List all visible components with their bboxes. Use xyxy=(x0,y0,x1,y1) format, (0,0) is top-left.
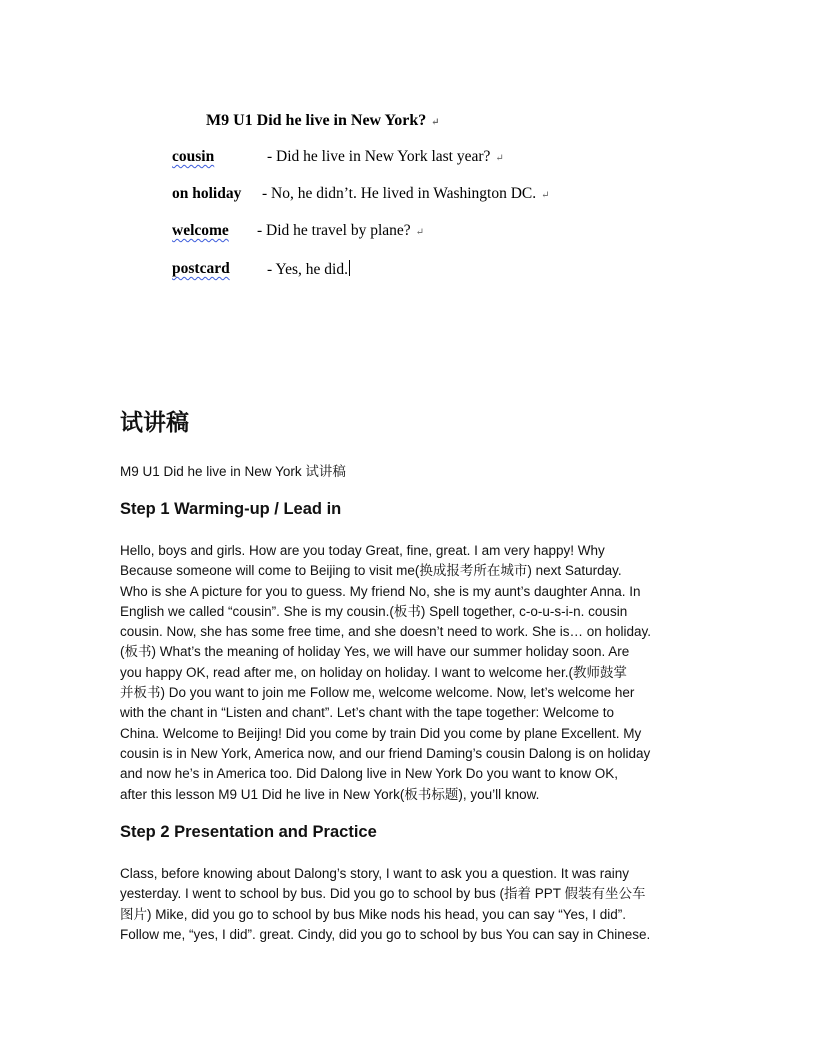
text-line: English we called “cousin”. She is my cousin.(板书) Spell together, c-o-u-s-i-n. cousin xyxy=(120,603,628,619)
text-line: Who is she A picture for you to guess. My friend No, she is my aunt’s daughter Anna. In xyxy=(120,583,641,599)
paragraph-mark-icon: ↵ xyxy=(541,190,550,201)
text-line: China. Welcome to Beijing! Did you come by train Did you come by plane Excellent. My xyxy=(120,725,642,741)
paragraph-mark-icon: ↵ xyxy=(495,153,504,164)
text-cursor xyxy=(349,260,350,276)
text-line: 并板书) Do you want to join me Follow me, welcome welcome. Now, let’s welcome her xyxy=(120,685,635,701)
step2-heading: Step 2 Presentation and Practice xyxy=(120,823,377,841)
text-line: 图片) Mike, did you go to school by bus Mike nods his head, you can say “Yes, I did”. xyxy=(120,906,627,922)
text-line: (板书) What’s the meaning of holiday Yes, we will have our summer holiday soon. Are xyxy=(120,644,630,660)
vocab-word: postcard xyxy=(172,260,230,277)
step2-paragraph xyxy=(120,864,700,945)
text-line: yesterday. I went to school by bus. Did you go to school by bus (指着 PPT 假装有坐公车 xyxy=(120,886,646,902)
text-line: Follow me, “yes, I did”. great. Cindy, did you go to school by bus You can say in Chinese. xyxy=(120,926,651,942)
vocab-word: on holiday xyxy=(172,185,242,202)
text-line: cousin. Now, she has some free time, and she doesn’t need to work. She is… on holiday. xyxy=(120,624,652,640)
board-sentence: - No, he didn’t. He lived in Washington DC. ↵ xyxy=(262,185,550,202)
board-title: M9 U1 Did he live in New York? ↵ xyxy=(206,112,440,129)
blackboard-design xyxy=(0,0,816,300)
vocab-word: cousin xyxy=(172,148,215,165)
vocab-word: welcome xyxy=(172,222,229,239)
page-heading: 试讲稿 xyxy=(120,410,189,436)
text-line: with the chant in “Listen and chant”. Let’s chant with the tape together: Welcome to xyxy=(120,705,615,721)
board-sentence: - Yes, he did. xyxy=(267,261,348,278)
text-line: you happy OK, read after me, on holiday on holiday. I want to welcome her.(教师鼓掌 xyxy=(120,664,628,680)
board-sentence: - Did he travel by plane? ↵ xyxy=(257,222,425,239)
step1-paragraph xyxy=(120,541,700,805)
text-line: after this lesson M9 U1 Did he live in New York(板书标题), you’ll know. xyxy=(120,786,540,802)
text-line: Because someone will come to Beijing to visit me(换成报考所在城市) next Saturday. xyxy=(120,563,622,579)
board-sentence: - Did he live in New York last year? ↵ xyxy=(267,148,504,165)
text-line: Hello, boys and girls. How are you today Great, fine, great. I am very happy! Why xyxy=(120,543,605,558)
step1-heading: Step 1 Warming-up / Lead in xyxy=(120,500,342,518)
text-line: cousin is in New York, America now, and our friend Daming’s cousin Dalong is on holiday xyxy=(120,745,651,761)
paragraph-mark-icon: ↵ xyxy=(415,227,425,238)
document-subtitle: M9 U1 Did he live in New York 试讲稿 xyxy=(120,464,346,479)
text-line: Class, before knowing about Dalong’s story, I want to ask you a question. It was rainy xyxy=(120,866,630,881)
text-line: and now he’s in America too. Did Dalong live in New York Do you want to know OK, xyxy=(120,766,619,782)
paragraph-mark-icon: ↵ xyxy=(431,117,440,128)
